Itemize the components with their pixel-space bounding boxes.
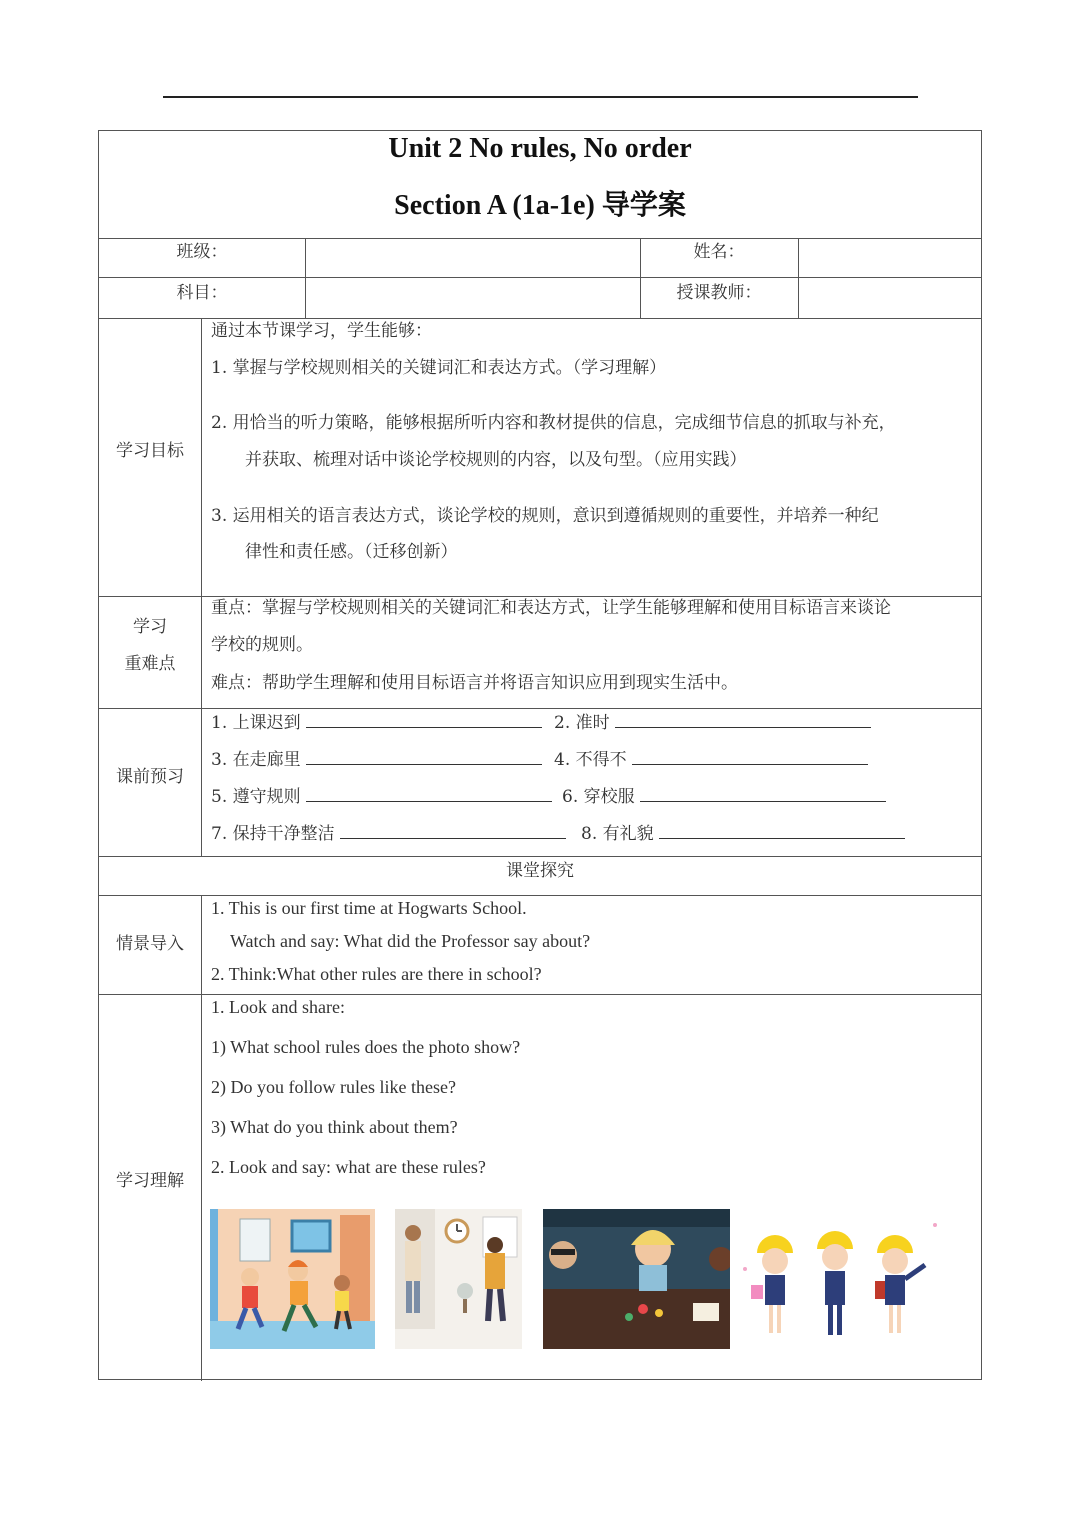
name-label: 姓名： [693, 242, 745, 262]
situation-line-1: 1. This is our first time at Hogwarts School. [211, 898, 527, 918]
subtitle-cn: 导学案 [601, 188, 686, 221]
header-rule [163, 96, 918, 98]
situation-label: 情景导入 [116, 934, 184, 954]
subject-label: 科目： [176, 283, 228, 303]
objective-1: 1. 掌握与学校规则相关的关键词汇和表达方式。（学习理解） [211, 358, 667, 378]
page-title: Unit 2 No rules, No order [388, 133, 692, 164]
preview-item: 2. 准时 [554, 711, 871, 733]
difficulty-point: 难点：帮助学生理解和使用目标语言并将语言知识应用到现实生活中。 [211, 673, 738, 693]
understanding-line-1: 1. Look and share: [211, 997, 345, 1017]
answer-blank[interactable] [615, 711, 871, 728]
objective-3: 3. 运用相关的语言表达方式，谈论学校的规则，意识到遵循规则的重要性，并培养一种纪 [211, 506, 879, 526]
classroom-heading: 课堂探究 [506, 861, 574, 881]
answer-blank[interactable] [632, 748, 868, 765]
answer-blank[interactable] [306, 748, 542, 765]
classroom-desk-picture [543, 1209, 730, 1349]
question-3: 3) What do you think about them? [211, 1117, 458, 1137]
objectives-intro: 通过本节课学习，学生能够： [211, 321, 432, 341]
page-subtitle [99, 183, 981, 223]
preview-label: 课前预习 [116, 767, 184, 787]
preview-item: 6. 穿校服 [562, 785, 886, 807]
late-to-class-picture [395, 1209, 522, 1349]
objectives-label: 学习目标 [116, 441, 184, 461]
preview-item: 4. 不得不 [554, 748, 868, 770]
keypoints-label-1: 学习 [133, 617, 167, 637]
objective-2: 2. 用恰当的听力策略，能够根据所听内容和教材提供的信息，完成细节信息的抓取与补充， [211, 413, 896, 433]
section-label: Section A (1a-1e) [394, 190, 595, 221]
preview-item: 3. 在走廊里 [211, 748, 542, 770]
understanding-label: 学习理解 [116, 1171, 184, 1191]
teacher-label: 授课教师： [676, 283, 762, 303]
understanding-line-2: 2. Look and say: what are these rules? [211, 1157, 486, 1177]
keypoints-label-2: 重难点 [124, 654, 176, 674]
situation-line-3: 2. Think:What other rules are there in school? [211, 964, 542, 984]
answer-blank[interactable] [340, 822, 566, 839]
key-point: 重点：掌握与学校规则相关的关键词汇和表达方式，让学生能够理解和使用目标语言来谈论 [211, 598, 891, 618]
objective-2-cont: 并获取、梳理对话中谈论学校规则的内容，以及句型。（应用实践） [245, 450, 747, 470]
situation-line-2: Watch and say: What did the Professor say about? [230, 931, 591, 951]
key-point-cont: 学校的规则。 [211, 635, 313, 655]
question-1: 1) What school rules does the photo show? [211, 1037, 521, 1057]
answer-blank[interactable] [640, 785, 886, 802]
answer-blank[interactable] [306, 785, 552, 802]
question-2: 2) Do you follow rules like these? [211, 1077, 456, 1097]
answer-blank[interactable] [306, 711, 542, 728]
preview-item: 5. 遵守规则 [211, 785, 552, 807]
preview-item: 1. 上课迟到 [211, 711, 542, 733]
class-label: 班级： [176, 242, 228, 262]
hallway-running-picture [210, 1209, 375, 1349]
preview-item: 8. 有礼貌 [581, 822, 905, 844]
preview-item: 7. 保持干净整洁 [211, 822, 566, 844]
objective-3-cont: 律性和责任感。（迁移创新） [245, 542, 458, 562]
worksheet-table [98, 130, 982, 1380]
school-uniform-kids-picture [739, 1209, 944, 1349]
answer-blank[interactable] [659, 822, 905, 839]
